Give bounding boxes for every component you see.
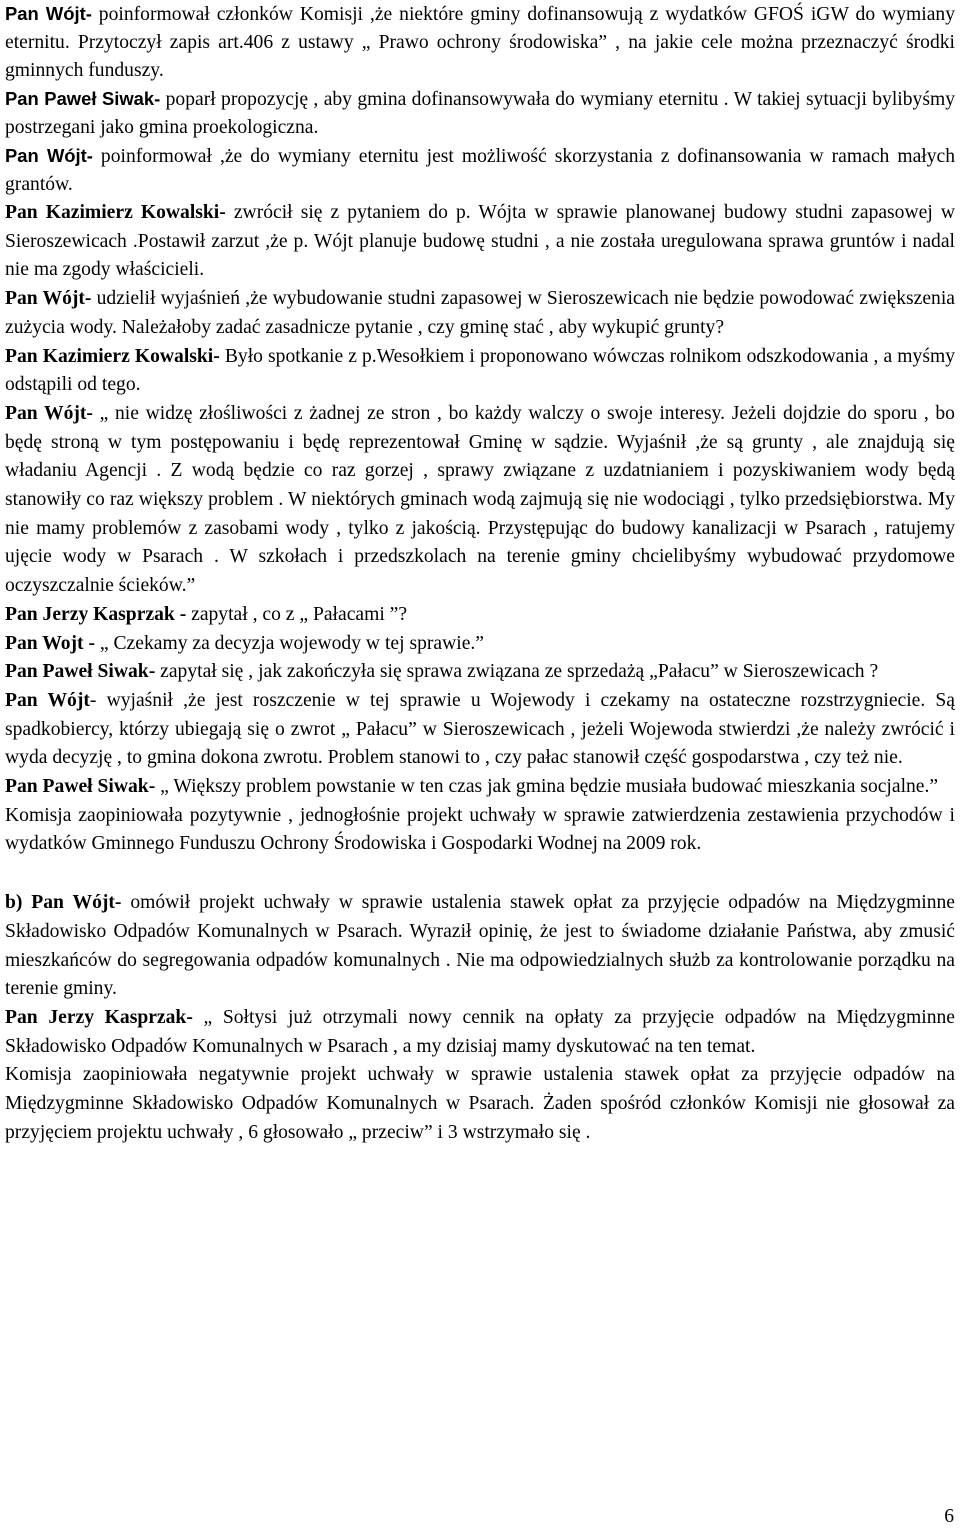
speaker-label: Pan Wójt [5,689,90,711]
paragraph-wojt-waste [5,889,955,1004]
paragraph-text: poinformował członków Komisji ,że niektóre gminy dofinansowują z wydatków GFOŚ iGW do wymiany eternitu. Przytoczył zapis art.406 z ustawy „ Prawo ochrony środowiska” , na jakie cele można przeznaczyć środki gminnych funduszy. [5,4,955,81]
paragraph-text: poparł propozycję , aby gmina dofinansowywała do wymiany eternitu . W takiej sytuacji bylibyśmy postrzegani jako gmina proekologiczna. [5,89,955,138]
paragraph-wojt-water [5,400,955,601]
speaker-label: Pan Wójt- [5,3,92,24]
speaker-label: Pan Wójt- [5,145,93,166]
paragraph-wojt-eternit [5,0,955,85]
page-number: 6 [944,1506,954,1527]
paragraph-text: zwrócił się z pytaniem do p. Wójta w sprawie planowanej budowy studni zapasowej w Sieroszewicach .Postawił zarzut ,że p. Wójt planuje budowę studni , a nie została uregulowana sprawa gruntów i nadal nie ma zgody właścicieli. [5,202,955,281]
speaker-label: b) Pan Wójt- [5,892,122,914]
document-page [5,0,955,1148]
paragraph-kasprzak-palaces [5,601,955,630]
paragraph-text: „ Sołtysi już otrzymali nowy cennik na opłaty za przyjęcie odpadów na Międzygminne Składowisko Odpadów Komunalnych w Psarach , a my dzisiaj mamy dyskutować na ten temat. [5,1006,955,1057]
speaker-label: Pan Paweł Siwak- [5,661,156,683]
speaker-label: Pan Kazimierz Kowalski- [5,202,226,223]
paragraph-text: Komisja zaopiniowała pozytywnie , jednogłośnie projekt uchwały w sprawie zatwierdzenia zestawienia przychodów i wydatków Gminnego Funduszu Ochrony Środowiska i Gospodarki Wodnej na 2009 rok. [5,804,955,855]
speaker-label: Pan Jerzy Kasprzak- [5,1006,193,1028]
paragraph-text: „ Czekamy za decyzja wojewody w tej sprawie.” [95,632,484,654]
paragraph-wojt-well [5,285,955,342]
speaker-label: Pan Wójt- [5,402,93,424]
speaker-label: Pan Wójt- [5,288,92,310]
paragraph-text: Było spotkanie z p.Wesołkiem i proponowano wówczas rolnikom odszkodowania , a myśmy odstąpili od tego. [5,345,955,396]
speaker-label: Pan Paweł Siwak- [5,776,156,798]
paragraph-kasprzak-pricelist [5,1004,955,1061]
paragraph-text: zapytał się , jak zakończyła się sprawa związana ze sprzedażą „Pałacu” w Sieroszewicach ? [155,661,879,683]
paragraph-text: omówił projekt uchwały w sprawie ustalenia stawek opłat za przyjęcie odpadów na Międzygminne Składowisko Odpadów Komunalnych w Psarach. Wyraził opinię, że jest to świadome działanie Państwa, aby zmusić mieszkańców do segregowania odpadów komunalnych . Nie ma odpowiedzialnych służb za kontrolowanie porządku na terenie gminy. [5,892,956,1000]
paragraph-wojt-voivode [5,630,955,659]
paragraph-text: - wyjaśnił ,że jest roszczenie w tej sprawie u Wojewody i czekamy na ostateczne rozstrzygniecie. Są spadkobiercy, którzy ubiegają się o zwrot „ Pałacu” w Sieroszewicach , jeżeli Wojewoda stwierdzi ,że należy zwrócić i wyda decyzję , to gmina dokona zwrotu. Problem stanowi to , czy pałac stanowił część gospodarstwa , czy też nie. [5,689,955,769]
paragraph-kowalski-meeting [5,343,955,400]
paragraph-text: zapytał , co z „ Pałacami ”? [186,603,408,625]
paragraph-kowalski-well [5,199,955,285]
paragraph-wojt-grants [5,142,955,199]
paragraph-siwak-palace-sale [5,658,955,687]
speaker-label: Pan Paweł Siwak- [5,88,161,109]
paragraph-commission-positive [5,802,955,859]
paragraph-spacer [5,859,955,889]
paragraph-text: Komisja zaopiniowała negatywnie projekt uchwały w sprawie ustalenia stawek opłat za przyjęcie odpadów na Międzygminne Składowisko Odpadów Komunalnych w Psarach. Żaden spośród członków Komisji nie głosował za przyjęciem projektu uchwały , 6 głosowało „ przeciw” i 3 wstrzymało się . [5,1064,955,1143]
paragraph-text: poinformował ,że do wymiany eternitu jest możliwość skorzystania z dofinansowania w ramach małych grantów. [5,146,955,195]
paragraph-text: „ Większy problem powstanie w ten czas jak gmina będzie musiała budować mieszkania socjalne.” [155,776,939,798]
paragraph-text: „ nie widzę złośliwości z żadnej ze stron , bo każdy walczy o swoje interesy. Jeżeli dojdzie do sporu , bo będę stroną w tym postępowaniu i będę reprezentował Gminę w sądzie. Wyjaśnił ,że są grunty , ale znajdują się władaniu Agencji . Z wodą będzie co raz gorzej , sprawy związane z uzdatnianiem i pozyskiwaniem wody będą stanowiły co raz większy problem . W niektórych gminach wodą zajmują się nie wodociągi , tylko przedsiębiorstwa. My nie mamy problemów z zasobami wody , tylko z jakością. Przystępując do budowy kanalizacji w Psarach , ratujemy ujęcie wody w Psarach . W szkołach i przedszkolach na terenie gminy chcielibyśmy wybudować przydomowe oczyszczalnie ścieków.” [5,402,955,597]
paragraph-text: udzielił wyjaśnień ,że wybudowanie studni zapasowej w Sieroszewicach nie będzie powodować zwiększenia zużycia wody. Należałoby zadać zasadnicze pytanie , czy gminę stać , aby wykupić grunty? [5,288,955,338]
paragraph-wojt-claim [5,687,955,773]
paragraph-commission-negative [5,1061,955,1147]
paragraph-siwak-eternit [5,85,955,142]
speaker-label: Pan Kazimierz Kowalski- [5,345,220,367]
speaker-label: Pan Wojt - [5,632,95,654]
speaker-label: Pan Jerzy Kasprzak - [5,603,187,625]
paragraph-siwak-housing [5,773,955,802]
